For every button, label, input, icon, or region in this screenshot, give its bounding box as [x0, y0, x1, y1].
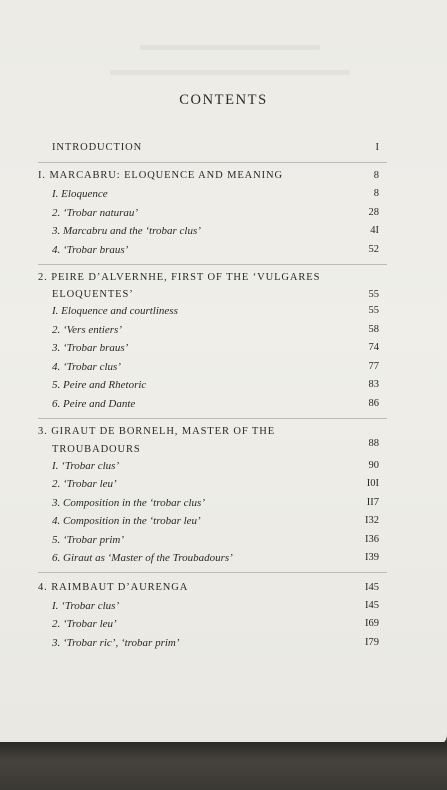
toc-section[interactable]: [0, 340, 447, 356]
divider: [38, 418, 387, 419]
section-label: 3. ‘Trobar braus’: [52, 342, 129, 354]
toc-entry-introduction[interactable]: [0, 140, 447, 156]
chapter-page: 55: [368, 289, 379, 300]
book-edge-shadow: [0, 742, 447, 790]
chapter-label-line2: TROUBADOURS: [52, 444, 141, 455]
section-page: 28: [368, 207, 379, 218]
entry-page: I: [375, 142, 379, 153]
chapter-label-line1: 2. PEIRE D’ALVERNHE, FIRST OF THE ‘VULGARES: [38, 272, 321, 283]
show-through-text: [110, 70, 350, 75]
section-page: 58: [368, 324, 379, 335]
section-page: 90: [368, 460, 379, 471]
divider: [38, 572, 387, 573]
section-label: 4. Composition in the ‘trobar leu’: [52, 515, 201, 527]
toc-section[interactable]: [0, 242, 447, 258]
section-label: I. ‘Trobar clus’: [52, 460, 120, 472]
section-page: 74: [368, 342, 379, 353]
section-label: 6. Peire and Dante: [52, 398, 136, 410]
toc-section[interactable]: [0, 495, 447, 511]
section-label: 6. Giraut as ‘Master of the Troubadours’: [52, 552, 233, 564]
toc-section[interactable]: [0, 303, 447, 319]
section-page: 52: [368, 244, 379, 255]
toc-section[interactable]: [0, 532, 447, 548]
toc-chapter-continued[interactable]: [0, 442, 447, 458]
section-label: I. ‘Trobar clus’: [52, 600, 120, 612]
section-page: II7: [366, 497, 379, 508]
chapter-label-line2: ELOQUENTES’: [52, 289, 134, 300]
entry-label: INTRODUCTION: [52, 142, 143, 153]
section-label: 3. Composition in the ‘trobar clus’: [52, 497, 205, 509]
section-page: I32: [365, 515, 379, 526]
section-page: I36: [365, 534, 379, 545]
section-page: I45: [365, 600, 379, 611]
toc-section[interactable]: [0, 396, 447, 412]
section-label: 2. ‘Vers entiers’: [52, 324, 122, 336]
toc-section[interactable]: [0, 223, 447, 239]
section-label: 5. ‘Trobar prim’: [52, 534, 125, 546]
section-label: 3. Marcabru and the ‘trobar clus’: [52, 225, 201, 237]
section-label: 2. ‘Trobar leu’: [52, 478, 117, 490]
toc-section[interactable]: [0, 377, 447, 393]
section-page: 4I: [370, 225, 379, 236]
section-page: 86: [368, 398, 379, 409]
section-label: 4. ‘Trobar braus’: [52, 244, 129, 256]
toc-section[interactable]: [0, 616, 447, 632]
section-page: I0I: [366, 478, 379, 489]
section-page: 83: [368, 379, 379, 390]
page-title: CONTENTS: [179, 92, 268, 108]
section-label: 4. ‘Trobar clus’: [52, 361, 121, 373]
toc-section[interactable]: [0, 598, 447, 614]
section-label: 2. ‘Trobar naturau’: [52, 207, 139, 219]
chapter-page: 8: [373, 170, 379, 181]
toc-section[interactable]: [0, 205, 447, 221]
chapter-page: 88: [368, 438, 379, 449]
toc-section[interactable]: [0, 186, 447, 202]
chapter-label-line1: 3. GIRAUT DE BORNELH, MASTER OF THE: [38, 426, 276, 437]
section-label: 2. ‘Trobar leu’: [52, 618, 117, 630]
toc-section[interactable]: [0, 322, 447, 338]
toc-section[interactable]: [0, 635, 447, 651]
chapter-page: I45: [365, 582, 379, 593]
divider: [38, 264, 387, 265]
section-label: I. Eloquence: [52, 188, 108, 200]
toc-section[interactable]: [0, 458, 447, 474]
section-page: I39: [365, 552, 379, 563]
section-label: I. Eloquence and courtliness: [52, 305, 178, 317]
chapter-label: I. MARCABRU: ELOQUENCE AND MEANING: [38, 170, 283, 181]
show-through-text: [140, 45, 320, 50]
toc-section[interactable]: [0, 550, 447, 566]
toc-chapter[interactable]: [0, 580, 447, 596]
section-page: I79: [365, 637, 379, 648]
toc-section[interactable]: [0, 476, 447, 492]
chapter-label: 4. RAIMBAUT D’AURENGA: [38, 582, 189, 593]
toc-chapter[interactable]: [0, 270, 447, 286]
section-page: 8: [373, 188, 379, 199]
divider: [38, 162, 387, 163]
section-label: 5. Peire and Rhetoric: [52, 379, 147, 391]
section-label: 3. ‘Trobar ric’, ‘trobar prim’: [52, 637, 180, 649]
toc-section[interactable]: [0, 513, 447, 529]
section-page: 77: [368, 361, 379, 372]
toc-chapter[interactable]: [0, 168, 447, 184]
section-page: I69: [365, 618, 379, 629]
toc-section[interactable]: [0, 359, 447, 375]
toc-chapter-continued[interactable]: [0, 287, 447, 303]
section-page: 55: [368, 305, 379, 316]
